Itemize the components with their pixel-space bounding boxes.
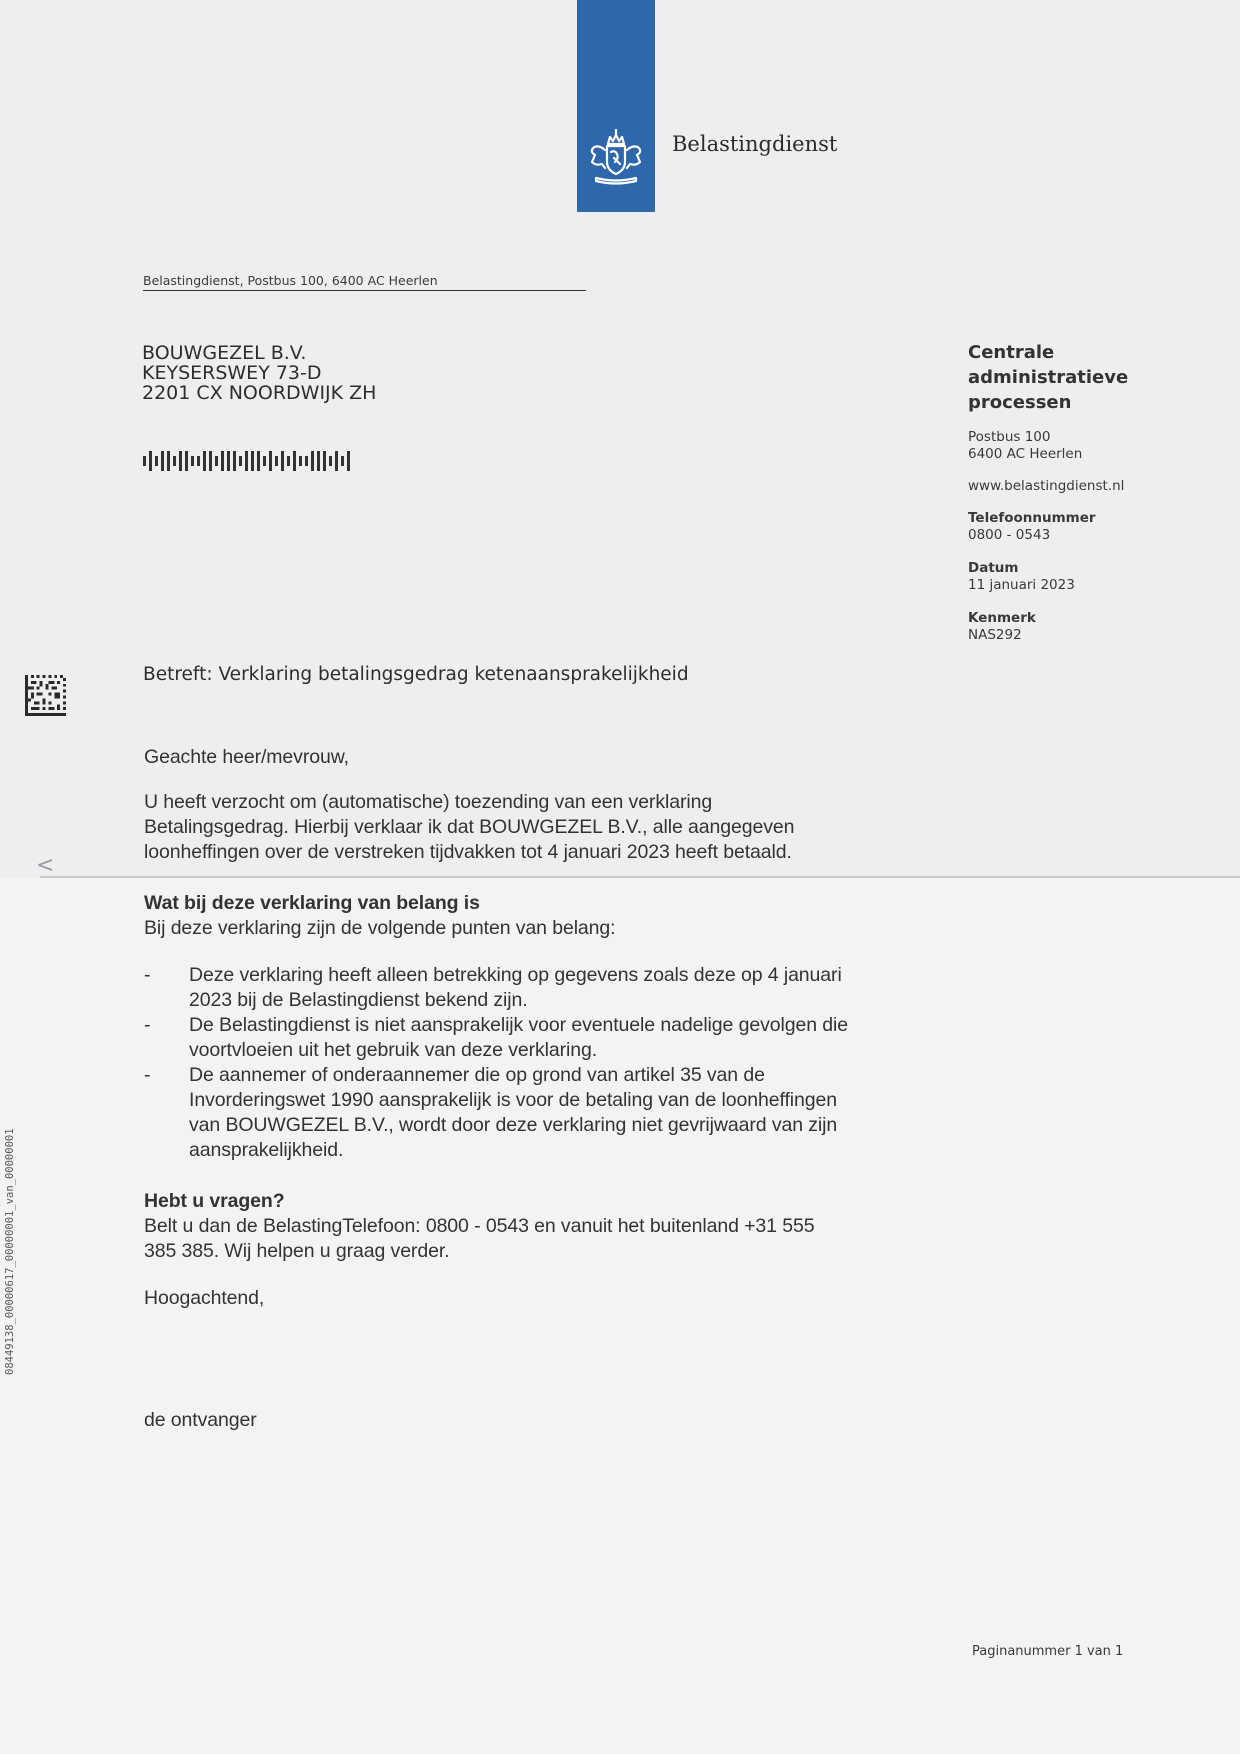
barcode-bar: [311, 451, 314, 471]
bullet-dash: -: [144, 1014, 151, 1036]
barcode-bar: [233, 451, 236, 471]
sender-address-line: 6400 AC Heerlen: [968, 446, 1083, 462]
department-line: processen: [968, 392, 1072, 413]
intro-line: Betalingsgedrag. Hierbij verklaar ik dat BOUWGEZEL B.V., alle aangegeven: [144, 816, 795, 838]
recipient-line: 2201 CX NOORDWIJK ZH: [142, 382, 377, 404]
fold-mark-icon: <: [36, 853, 55, 878]
intro-line: loonheffingen over de verstreken tijdvakken tot 4 januari 2023 heeft betaald.: [144, 841, 792, 863]
date-label: Datum: [968, 560, 1019, 576]
postal-barcode-icon: [143, 449, 350, 473]
barcode-bar: [191, 456, 194, 466]
barcode-bar: [323, 451, 326, 471]
section-heading: Wat bij deze verklaring van belang is: [144, 892, 480, 914]
recipient-line: BOUWGEZEL B.V.: [142, 342, 307, 364]
barcode-bar: [305, 456, 308, 466]
barcode-bar: [167, 451, 170, 471]
list-item: [144, 963, 964, 1013]
barcode-bar: [293, 451, 296, 471]
brand-name: Belastingdienst: [672, 132, 838, 156]
letter-signatory: de ontvanger: [144, 1409, 257, 1431]
importance-list: [144, 963, 964, 1163]
intro-line: U heeft verzocht om (automatische) toezending van een verklaring: [144, 791, 713, 813]
list-item: [144, 1013, 964, 1063]
barcode-bar: [263, 456, 266, 466]
letter-intro: [144, 790, 964, 865]
coat-of-arms-icon: [584, 128, 648, 192]
list-item-line: Deze verklaring heeft alleen betrekking op gegevens zoals deze op 4 januari: [189, 964, 842, 986]
letter-greeting: Geachte heer/mevrouw,: [144, 746, 349, 768]
barcode-bar: [149, 451, 152, 471]
page-number: Paginanummer 1 van 1: [972, 1644, 1124, 1659]
section-line: 385 385. Wij helpen u graag verder.: [144, 1240, 450, 1262]
return-address: Belastingdienst, Postbus 100, 6400 AC Heerlen: [143, 273, 586, 291]
bullet-dash: -: [144, 1064, 151, 1086]
barcode-bar: [185, 451, 188, 471]
section-questions: [144, 1189, 964, 1264]
list-item-line: De Belastingdienst is niet aansprakelijk voor eventuele nadelige gevolgen die: [189, 1014, 848, 1036]
bullet-dash: -: [144, 964, 151, 986]
barcode-bar: [221, 451, 224, 471]
barcode-bar: [281, 451, 284, 471]
sender-address-line: Postbus 100: [968, 429, 1051, 445]
department-name: [968, 340, 1178, 415]
list-item-line: 2023 bij de Belastingdienst bekend zijn.: [189, 989, 528, 1011]
list-item-text: [189, 1013, 964, 1063]
letter-closing: Hoogachtend,: [144, 1287, 265, 1309]
barcode-bar: [197, 456, 200, 466]
barcode-bar: [287, 456, 290, 466]
barcode-bar: [239, 456, 242, 466]
barcode-bar: [245, 451, 248, 471]
barcode-bar: [179, 451, 182, 471]
letter-subject: Betreft: Verklaring betalingsgedrag ketenaansprakelijkheid: [143, 664, 689, 685]
barcode-bar: [335, 451, 338, 471]
phone-label: Telefoonnummer: [968, 510, 1096, 526]
list-item-text: [189, 963, 964, 1013]
barcode-bar: [347, 451, 350, 471]
list-item-text: [189, 1063, 964, 1163]
barcode-bar: [257, 451, 260, 471]
barcode-bar: [299, 456, 302, 466]
barcode-bar: [155, 456, 158, 466]
date-value: 11 januari 2023: [968, 577, 1075, 593]
barcode-bar: [173, 456, 176, 466]
barcode-bar: [215, 456, 218, 466]
barcode-bar: [209, 451, 212, 471]
list-item-line: aansprakelijkheid.: [189, 1139, 344, 1161]
section-line: Belt u dan de BelastingTelefoon: 0800 - 0543 en vanuit het buitenland +31 555: [144, 1215, 815, 1237]
barcode-bar: [143, 456, 146, 466]
barcode-bar: [317, 451, 320, 471]
barcode-bar: [329, 456, 332, 466]
barcode-bar: [341, 456, 344, 466]
section-heading: Hebt u vragen?: [144, 1190, 285, 1212]
barcode-bar: [203, 451, 206, 471]
margin-document-code: 08449138_00000617_00000001_van_00000001: [4, 1128, 16, 1375]
website-link[interactable]: www.belastingdienst.nl: [968, 478, 1125, 494]
phone-value: 0800 - 0543: [968, 527, 1051, 543]
barcode-bar: [161, 451, 164, 471]
barcode-bar: [269, 451, 272, 471]
list-item-line: Invorderingswet 1990 aansprakelijk is voor de betaling van de loonheffingen: [189, 1089, 837, 1111]
recipient-address: [142, 343, 376, 403]
list-item-line: van BOUWGEZEL B.V., wordt door deze verklaring niet gevrijwaard van zijn: [189, 1114, 838, 1136]
datamatrix-code-icon: [25, 675, 66, 716]
list-item: [144, 1063, 964, 1163]
reference-label: Kenmerk: [968, 610, 1036, 626]
section-text: Bij deze verklaring zijn de volgende punten van belang:: [144, 917, 616, 939]
sender-address: [968, 429, 1178, 463]
department-line: Centrale: [968, 342, 1055, 363]
list-item-line: voortvloeien uit het gebruik van deze verklaring.: [189, 1039, 598, 1061]
barcode-bar: [227, 451, 230, 471]
barcode-bar: [251, 451, 254, 471]
reference-value: NAS292: [968, 627, 1022, 643]
barcode-bar: [275, 456, 278, 466]
sender-info-sidebar: [968, 340, 1178, 660]
fold-line: [40, 876, 1240, 878]
department-line: administratieve: [968, 367, 1129, 388]
recipient-line: KEYSERSWEY 73-D: [142, 362, 322, 384]
list-item-line: De aannemer of onderaannemer die op grond van artikel 35 van de: [189, 1064, 765, 1086]
section-importance: [144, 891, 964, 941]
